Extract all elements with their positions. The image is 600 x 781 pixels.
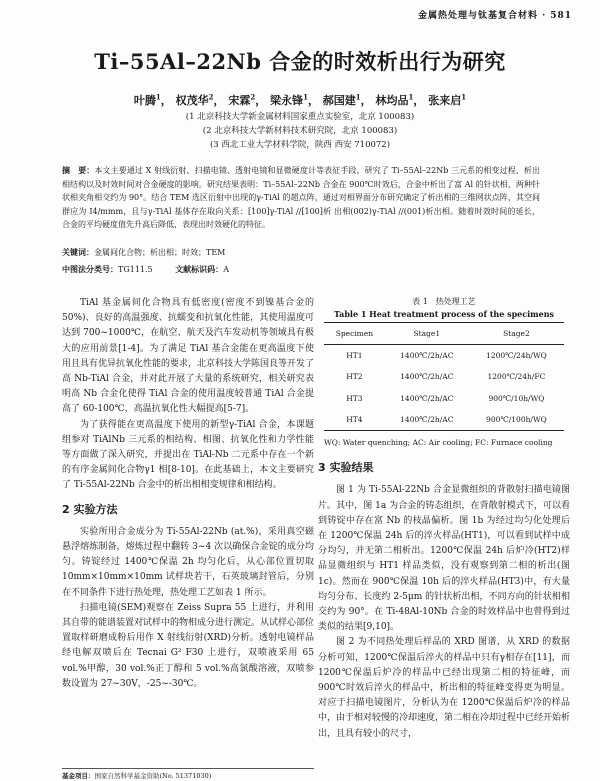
table-cell: 1200℃/24h/WQ [486,351,547,361]
table-cell: HT3 [346,393,363,403]
author: 宋霖$^2$ [228,92,256,107]
paragraph: 为了获得能在更高温度下使用的新型γ-TiAl 合金，本课题组参对 TiAlNb 三元系的相结构、相图、抗氧化性和力学性能等方面做了深入研究，并提出在 TiAl-Nb 二元系中存在一个新的有序金属间化合物γ1 相[8-10]。在此基础上，本文主要研究了 Ti-55Al-22Nb 合金中的析出相相变规律和相结构。 [62,419,314,491]
table-header: Specimen [324,323,385,345]
author: 林均品$^1$ [375,92,414,107]
table-cell: HT4 [324,409,385,431]
author-list: 叶腾$^1$， 权茂华$^2$， 宋霖$^2$， 梁永锋$^1$， 郝国建$^1$， 林均品$^1$， 张来启$^1$ [133,92,467,107]
paragraph: 图 2 为不同热处理后样品的 XRD 图谱，从 XRD 的数据分析可知，1200℃保温后淬火的样品中只有γ相存在[11]，而 1200℃保温后炉冷的样品中已经出现第二相的特征峰，而 900℃时效后淬火的样品中，析出相的特征峰变得更为明显。对应于扫描电镜图片，分析认为在 1200℃保温后炉冷的样品中，由于相对较慢的冷却速度，第二相在冷却过程中已经开始析出，且具有较小的尺寸， [318,637,571,739]
keywords-text: 金属间化合物；析出相；时效；TEM [94,248,226,257]
author: 叶腾$^1$ [133,92,161,107]
table-header: Stage1 [385,323,469,345]
table-cell: 900℃/100h/WQ [469,409,564,431]
left-column [62,296,314,692]
abstract-text: 本文主要通过 X 射线衍射、扫描电镜、透射电镜和显微硬度计等表征手段，研究了 Ti–55Al–22Nb 三元系的相变过程、析出相结构以及时效时间对合金硬度的影响。研究结果表明：Ti–55Al–22Nb 合金在 900℃时效后，合金中析出了富 Al 的针状相，两种针状相夹角相交约为 90°。结合 TEM 选区衍射中出现的γ-TiAl 的超点阵，通过对相界面分布研究确定了析出相的三维网状点阵，其空间群应为 I4/mmm，且与γ-TiAl 基体存在取向关系：[100]γ-TiAl //[100]析 出相(002)γ-TiAl //(001)析出相。随着时效时间的延长，合金的平均硬度值先升高后降低，表现出时效硬化的特征。 [62,166,541,229]
table-cell: HT1 [346,351,363,361]
table-cell: 1400℃/2h/AC [400,351,454,361]
table-cell: 1200℃/24h/FC [487,372,546,382]
journal-name: 金属热处理与钛基复合材料 [418,11,539,21]
page-number: 581 [550,11,572,21]
footnote-text: 国家自然科学基金资助(No. 51371030) [94,772,212,780]
keywords [62,247,225,258]
table-cell: 1400℃/2h/AC [400,393,454,403]
footnote [62,768,314,780]
abstract-label: 摘 要： [62,165,95,175]
table-cell: 1400℃/2h/AC [385,409,469,431]
doc-code-label: 文献标识码： [175,264,224,274]
table-caption-cn: 表 1 热处理工艺 [412,297,476,306]
table-row [324,366,564,387]
affiliation: (3 西北工业大学材料学院，陕西 西安 710072) [209,140,391,150]
table-cell: HT2 [346,372,363,382]
affiliations [0,110,600,152]
doc-code: A [223,265,229,274]
table-row [324,388,564,409]
table-caption-en: Table 1 Heat treatment process of the specimens [333,309,555,319]
paper-title: Ti–55Al–22Nb 合金的时效析出行为研究 [94,49,506,74]
right-column [318,296,570,742]
author: 张来启$^1$ [428,92,467,107]
table-note: WQ: Water quenching; AC: Air cooling; FC: Furnace cooling [324,438,553,448]
paragraph: 实验所用合金成分为 Ti-55Al-22Nb (at.%)，采用真空磁悬浮熔炼制备，熔炼过程中翻转 3~4 次以确保合金锭的成分均匀。铸锭经过 1400℃保温 2h 均匀化后，从心部位置切取 10mm×10mm×10mm 试样块若干，石英玻璃封管后，分别在不同条件下进行热处理，热处理工艺如表 1 所示。 [62,526,314,598]
section-heading: 3 实验结果 [318,461,374,475]
heat-treatment-table [324,322,564,431]
paragraph: 图 1 为 Ti-55Al-22Nb 合金显微组织的背散射扫描电镜图片。其中，图 1a 为合金的铸态组织，在背散射模式下，可以看到铸锭中存在富 Nb 的枝晶偏析。图 1b 为经过均匀化处理后在 1200℃保温 24h 后的淬火样品(HT1)，可以看到试样中成分均匀，并无第二相析出。1200℃保温 24h 后炉冷(HT2)样品显微组织与 HT1 样品类似，没有观察到第二相的析出(图 1c)。然而在 900℃保温 10h 后的淬火样品(HT3)中，有大量均匀分布、长度约 2-5μm 的针状析出相，不同方向的针状相相交约为 90°。在 Ti-48Al-10Nb 合金的时效样品中也曾得到过类似的结果[9,10]。 [318,485,570,633]
author: 郝国建$^1$ [322,92,361,107]
author: 权茂华$^2$ [175,92,214,107]
table-caption [318,296,570,320]
table-row [324,345,564,367]
abstract [62,164,540,232]
table-header: Stage2 [469,323,564,345]
affiliation: (2 北京科技大学新材料技术研究院，北京 100083) [202,126,398,136]
classification [62,264,229,275]
author: 梁永锋$^1$ [270,92,308,107]
section-heading: 2 实验方法 [62,502,118,516]
paragraph: 扫描电镜(SEM)观察在 Zeiss Supra 55 上进行，并利用其自带的能谱装置对试样中的物相成分进行测定。从试样心部位置取样研磨成粉后用作 X 射线衍射(XRD)分析。透射电镜样品经电解双喷后在 Tecnai G² F30 上进行，双喷液采用 65 vol.%甲醇，30 vol.%正丁醇和 5 vol.%高氯酸溶液，双喷参数设置为 27~30V，-25~-30℃。 [62,602,315,689]
clc-label: 中图法分类号： [62,264,118,274]
table-cell: 1400℃/2h/AC [400,372,454,382]
affiliation: (1 北京科技大学新金属材料国家重点实验室，北京 100083) [185,112,415,122]
running-head: 金属热处理与钛基复合材料 · 581 [418,11,572,21]
keywords-label: 关键词： [62,247,94,257]
clc-code: TG111.5 [118,265,153,274]
paragraph: TiAl 基金属间化合物具有低密度(密度不到镍基合金的 50%)、良好的高温强度、抗蠕变和抗氧化性能，其使用温度可达到 700~1000℃，在航空、航天及汽车发动机等领域具有极大的应用前景[1-4]。为了满足 TiAl 基合金能在更高温度下使用且具有优异抗氧化性能的要求，北京科技大学陈国良等开发了高 Nb-TiAl 合金，并对此开展了大量的系统研究，相关研究表明高 Nb 合金化使得 TiAl 合金的使用温度较普通 TiAl 合金提高了 60-100℃，高温抗氧化性大幅提高[5-7]。 [62,298,315,415]
table-cell: 900℃/10h/WQ [488,393,545,403]
footnote-label: 基金项目： [62,772,95,780]
table-row [324,409,564,431]
